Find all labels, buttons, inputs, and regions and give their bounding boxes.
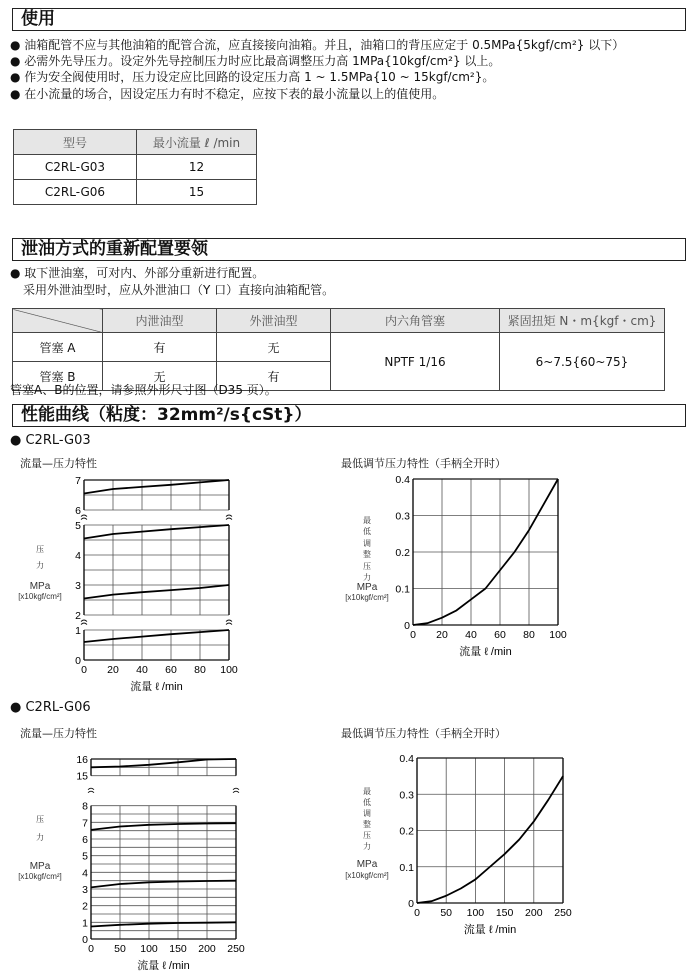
- y-axis-label: MPa: [356, 582, 378, 593]
- x-axis-label: 流量 ℓ /min: [137, 960, 190, 972]
- y-tick-label: 4: [75, 550, 81, 562]
- section-header-performance: 性能曲线（粘度：32mm²/s{cSt}）: [12, 404, 686, 427]
- x-tick-label: 100: [549, 629, 567, 641]
- axis-break-icon: [81, 620, 87, 625]
- x-tick-label: 20: [436, 629, 448, 641]
- y-tick-label: 0.2: [399, 825, 414, 838]
- y-tick-label: 3: [75, 580, 81, 592]
- x-tick-label: 250: [554, 907, 572, 919]
- x-tick-label: 0: [414, 907, 420, 919]
- y-tick-label: 3: [82, 884, 88, 896]
- y-tick-label: 0.1: [395, 583, 410, 596]
- x-tick-label: 50: [114, 943, 126, 955]
- y-tick-label: 0.3: [395, 510, 410, 523]
- note: 管塞A、B的位置，请参照外形尺寸图（D35 页）。: [10, 383, 277, 397]
- header-model: 型号: [14, 130, 137, 155]
- y-tick-label: 0: [75, 655, 81, 667]
- y-tick-label: 16: [76, 754, 88, 766]
- x-tick-label: 100: [140, 943, 158, 955]
- cell: 有: [217, 362, 331, 391]
- y-tick-label: 1: [75, 625, 81, 637]
- x-tick-label: 40: [136, 664, 148, 676]
- bullet: ● 必需外先导压力。设定外先导控制压力时应比最高调整压力高 1MPa{10kgf/cm²} 以上。: [10, 54, 501, 68]
- y-axis-label: 力: [363, 573, 371, 582]
- y-tick-label: 4: [82, 867, 88, 880]
- y-tick-label: 6: [75, 505, 81, 517]
- y-axis-label: 力: [363, 842, 371, 851]
- y-axis-label: [x10kgf/cm²]: [345, 871, 389, 880]
- y-axis-label: 力: [36, 833, 44, 842]
- y-tick-label: 0.1: [399, 861, 414, 874]
- y-axis-label: 力: [36, 561, 44, 570]
- model-label: ● C2RL-G03: [10, 433, 91, 448]
- chart-title: 最低调节压力特性（手柄全开时）: [341, 457, 506, 470]
- model-label: ● C2RL-G06: [10, 700, 91, 715]
- header-torque: 紧固扭矩 N・m{kgf・cm}: [500, 309, 665, 333]
- x-tick-label: 80: [194, 664, 206, 676]
- series-line: [91, 922, 236, 926]
- x-axis-label: 流量 ℓ /min: [459, 646, 512, 658]
- y-axis-label: 压: [36, 815, 44, 824]
- y-axis-label: MPa: [356, 859, 378, 870]
- bullet-continuation: 采用外泄油型时，应从外泄油口（Y 口）直接向油箱配管。: [23, 283, 335, 297]
- x-tick-label: 150: [169, 943, 187, 955]
- y-tick-label: 7: [82, 817, 88, 830]
- y-axis-label: 低: [363, 798, 371, 807]
- y-tick-label: 0: [404, 620, 410, 632]
- y-tick-label: 5: [82, 850, 88, 863]
- series-line: [91, 759, 236, 767]
- x-tick-label: 80: [523, 629, 535, 641]
- header-min-flow: 最小流量 ℓ /min: [137, 130, 257, 155]
- cell: 无: [217, 333, 331, 362]
- y-axis-label: 压: [363, 562, 371, 571]
- cell: 无: [103, 362, 217, 391]
- y-tick-label: 8: [82, 800, 88, 813]
- y-axis-label: 调: [363, 809, 371, 818]
- y-tick-label: 0.3: [399, 789, 414, 802]
- section-header-usage: 使用: [12, 8, 686, 31]
- x-tick-label: 0: [81, 664, 87, 676]
- y-tick-label: 15: [76, 770, 88, 783]
- y-tick-label: 2: [82, 900, 88, 913]
- header-internal: 内泄油型: [103, 309, 217, 333]
- x-tick-label: 100: [466, 907, 485, 919]
- cell: C2RL-G03: [14, 155, 137, 180]
- x-tick-label: 20: [107, 664, 119, 676]
- y-axis-label: MPa: [29, 581, 51, 592]
- y-axis-label: 整: [363, 820, 371, 829]
- cell: 12: [137, 155, 257, 180]
- section-header-drain: 泄油方式的重新配置要领: [12, 238, 686, 261]
- x-tick-label: 60: [494, 629, 506, 641]
- y-tick-label: 0.2: [395, 547, 410, 559]
- bullet: ● 作为安全阀使用时，压力设定应比回路的设定压力高 1 ~ 1.5MPa{10 ~ 15kgf/cm²}。: [10, 70, 495, 84]
- axis-break-icon: [233, 788, 239, 793]
- chart-3: [345, 753, 572, 936]
- y-tick-label: 2: [75, 610, 81, 622]
- bullet: ● 油箱配管不应与其他油箱的配管合流，应直接接向油箱。并且，油箱口的背压应定于 0.5MPa{5kgf/cm²} 以下）: [10, 38, 625, 52]
- axis-break-icon: [81, 515, 87, 520]
- x-tick-label: 200: [198, 943, 216, 955]
- axis-break-icon: [226, 515, 232, 520]
- chart-0: [18, 475, 238, 693]
- series-line: [91, 881, 236, 888]
- x-tick-label: 150: [495, 907, 514, 919]
- cell: 有: [103, 333, 217, 362]
- cell: C2RL-G06: [14, 180, 137, 205]
- y-axis-label: 最: [363, 787, 371, 796]
- y-tick-label: 0.4: [395, 474, 410, 486]
- bullet: ● 取下泄油塞，可对内、外部分重新进行配置。: [10, 266, 265, 280]
- series-line: [84, 630, 229, 642]
- x-tick-label: 100: [220, 664, 238, 676]
- x-tick-label: 60: [165, 664, 177, 676]
- series-line: [84, 525, 229, 539]
- y-axis-label: 最: [363, 516, 371, 525]
- y-axis-label: 压: [36, 545, 44, 554]
- y-axis-label: [x10kgf/cm²]: [18, 592, 62, 601]
- y-tick-label: 1: [82, 917, 88, 930]
- y-tick-label: 0: [408, 898, 414, 910]
- x-tick-label: 250: [227, 943, 245, 955]
- x-axis-label: 流量 ℓ /min: [463, 924, 517, 936]
- cell: 15: [137, 180, 257, 205]
- chart-title: 流量—压力特性: [20, 727, 97, 740]
- series-line: [84, 585, 229, 599]
- chart-1: [345, 474, 567, 658]
- x-axis-label: 流量 ℓ /min: [130, 681, 183, 693]
- header-external: 外泄油型: [217, 309, 331, 333]
- chart-2: [18, 754, 245, 972]
- y-axis-label: 压: [363, 831, 371, 840]
- y-axis-label: 调: [363, 539, 371, 548]
- axis-break-icon: [226, 620, 232, 625]
- x-tick-label: 0: [88, 943, 94, 955]
- y-axis-label: 整: [363, 550, 371, 559]
- chart-title: 最低调节压力特性（手柄全开时）: [341, 727, 506, 740]
- y-tick-label: 6: [82, 834, 88, 846]
- chart-title: 流量—压力特性: [20, 457, 97, 470]
- axis-break-icon: [88, 788, 94, 793]
- x-tick-label: 200: [525, 907, 543, 919]
- y-axis-label: 低: [363, 527, 371, 536]
- header-plug: 内六角管塞: [331, 309, 500, 333]
- y-tick-label: 5: [75, 520, 81, 532]
- y-tick-label: 7: [75, 475, 81, 487]
- bullet: ● 在小流量的场合，因设定压力有时不稳定，应按下表的最小流量以上的值使用。: [10, 87, 445, 101]
- torque-cell: 6~7.5{60~75}: [500, 333, 665, 391]
- x-tick-label: 40: [465, 629, 477, 641]
- y-tick-label: 0: [82, 934, 88, 946]
- series-line: [91, 823, 236, 830]
- y-tick-label: 0.4: [399, 753, 414, 765]
- y-axis-label: [x10kgf/cm²]: [18, 872, 62, 881]
- cell: 管塞 A: [13, 333, 103, 362]
- series-line: [417, 776, 563, 903]
- plug-cell: NPTF 1/16: [331, 333, 500, 391]
- x-tick-label: 50: [440, 907, 453, 919]
- y-axis-label: [x10kgf/cm²]: [345, 593, 389, 602]
- series-line: [84, 480, 229, 494]
- x-tick-label: 0: [410, 629, 416, 641]
- y-axis-label: MPa: [29, 861, 51, 872]
- cell: 管塞 B: [13, 362, 103, 391]
